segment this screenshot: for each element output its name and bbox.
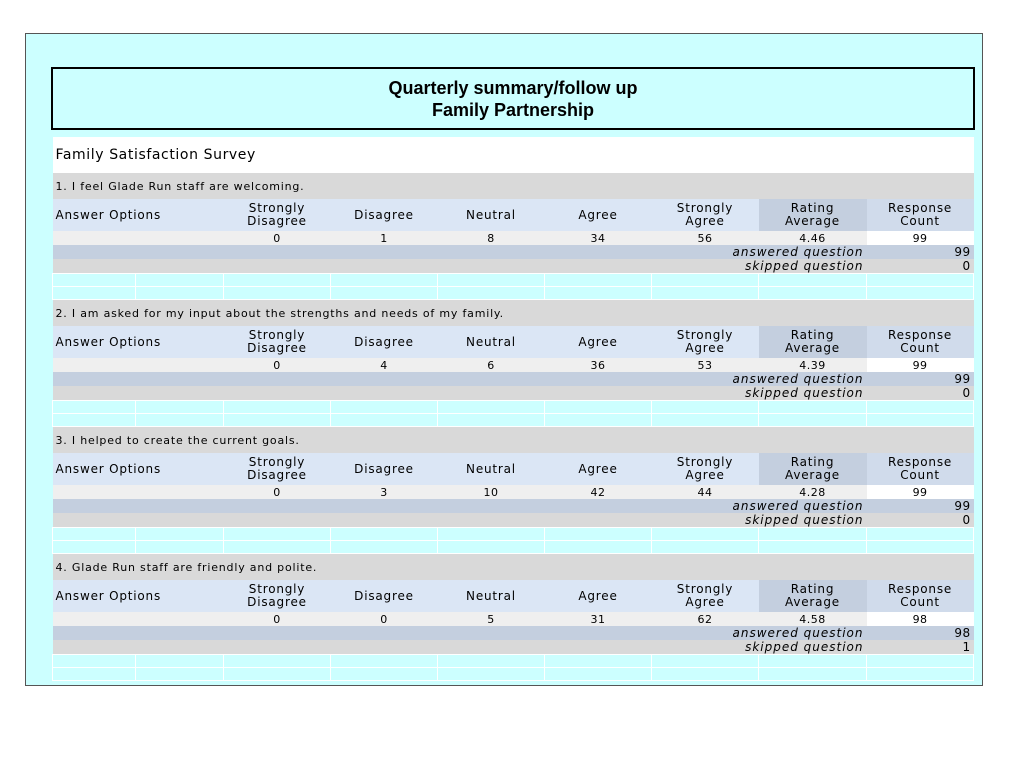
value-strongly-disagree: 0 xyxy=(224,612,331,626)
blank-cell xyxy=(438,668,545,681)
blank-cell xyxy=(331,274,438,287)
header-rating-average xyxy=(759,199,867,231)
value-strongly-disagree: 0 xyxy=(224,231,331,245)
value-agree: 42 xyxy=(545,485,652,499)
blank-cell xyxy=(652,541,759,554)
skipped-count: 0 xyxy=(867,259,974,274)
header-neutral: Neutral xyxy=(438,199,545,231)
blank-cell xyxy=(867,668,974,681)
question-text: 2. I am asked for my input about the strengths and needs of my family. xyxy=(53,300,974,327)
header-text: Disagree xyxy=(247,468,307,482)
answered-row xyxy=(53,626,974,640)
header-agree: Agree xyxy=(545,453,652,485)
blank-cell xyxy=(545,655,652,668)
header-text: Agree xyxy=(685,468,725,482)
header-text: Strongly xyxy=(248,455,306,469)
skipped-row xyxy=(53,386,974,401)
blank-row xyxy=(53,668,974,681)
answered-label: answered question xyxy=(53,626,867,640)
blank-cell xyxy=(652,668,759,681)
blank-cell xyxy=(438,401,545,414)
answered-row xyxy=(53,499,974,513)
value-disagree: 4 xyxy=(331,358,438,372)
blank-cell xyxy=(759,401,867,414)
answered-label: answered question xyxy=(53,499,867,513)
blank-cell xyxy=(438,414,545,427)
header-row xyxy=(53,326,974,358)
blank-cell xyxy=(53,655,136,668)
blank-cell xyxy=(136,655,224,668)
value-rating-average: 4.39 xyxy=(759,358,867,372)
blank-row xyxy=(53,528,974,541)
blank-cell xyxy=(224,401,331,414)
header-rating-average xyxy=(759,580,867,612)
header-text: Strongly xyxy=(676,455,734,469)
question-row xyxy=(53,554,974,581)
answered-count: 99 xyxy=(867,499,974,513)
value-neutral: 10 xyxy=(438,485,545,499)
values-row xyxy=(53,231,974,245)
header-text: Agree xyxy=(685,595,725,609)
blank-cell xyxy=(53,528,136,541)
header-answer-options: Answer Options xyxy=(53,199,224,231)
blank-cell xyxy=(545,541,652,554)
header-rating-average xyxy=(759,326,867,358)
blank-cell xyxy=(759,541,867,554)
blank-cell xyxy=(545,668,652,681)
skipped-label: skipped question xyxy=(53,259,867,274)
header-row xyxy=(53,453,974,485)
header-response-count xyxy=(867,453,974,485)
value-agree: 31 xyxy=(545,612,652,626)
blank-cell xyxy=(545,414,652,427)
skipped-count: 0 xyxy=(867,386,974,401)
blank-row xyxy=(53,541,974,554)
header-agree: Agree xyxy=(545,580,652,612)
value-disagree: 1 xyxy=(331,231,438,245)
header-text: Agree xyxy=(685,341,725,355)
skipped-count: 0 xyxy=(867,513,974,528)
question-row xyxy=(53,300,974,327)
header-text: Response xyxy=(888,201,953,215)
value-strongly-disagree: 0 xyxy=(224,485,331,499)
header-text: Rating xyxy=(790,455,835,469)
value-agree: 34 xyxy=(545,231,652,245)
blank-cell xyxy=(331,401,438,414)
blank-cell xyxy=(867,414,974,427)
blank-cell xyxy=(136,541,224,554)
answered-label: answered question xyxy=(53,245,867,259)
skipped-row xyxy=(53,259,974,274)
header-strongly-agree xyxy=(652,453,759,485)
header-disagree: Disagree xyxy=(331,199,438,231)
header-text: Rating xyxy=(790,201,835,215)
header-text: Count xyxy=(900,468,940,482)
header-text: Count xyxy=(900,595,940,609)
survey-title-row xyxy=(53,137,974,173)
header-text: Strongly xyxy=(248,582,306,596)
blank-cell xyxy=(136,414,224,427)
header-response-count xyxy=(867,326,974,358)
answer-option-label xyxy=(53,612,224,626)
value-agree: 36 xyxy=(545,358,652,372)
header-response-count xyxy=(867,580,974,612)
blank-cell xyxy=(867,287,974,300)
header-text: Count xyxy=(900,214,940,228)
value-response-count: 98 xyxy=(867,612,974,626)
blank-cell xyxy=(331,414,438,427)
question-text: 4. Glade Run staff are friendly and polite. xyxy=(53,554,974,581)
header-text: Count xyxy=(900,341,940,355)
value-disagree: 0 xyxy=(331,612,438,626)
header-row xyxy=(53,580,974,612)
value-disagree: 3 xyxy=(331,485,438,499)
blank-cell xyxy=(867,528,974,541)
answered-count: 99 xyxy=(867,245,974,259)
blank-cell xyxy=(545,401,652,414)
blank-cell xyxy=(759,668,867,681)
header-text: Strongly xyxy=(676,582,734,596)
blank-cell xyxy=(867,274,974,287)
blank-cell xyxy=(545,287,652,300)
header-neutral: Neutral xyxy=(438,453,545,485)
header-text: Response xyxy=(888,455,953,469)
value-strongly-agree: 53 xyxy=(652,358,759,372)
value-neutral: 8 xyxy=(438,231,545,245)
question-row xyxy=(53,173,974,199)
blank-cell xyxy=(224,541,331,554)
blank-cell xyxy=(652,414,759,427)
skipped-label: skipped question xyxy=(53,513,867,528)
blank-cell xyxy=(438,528,545,541)
value-rating-average: 4.46 xyxy=(759,231,867,245)
header-text: Strongly xyxy=(248,201,306,215)
answered-count: 99 xyxy=(867,372,974,386)
answered-count: 98 xyxy=(867,626,974,640)
answered-row xyxy=(53,245,974,259)
header-strongly-disagree xyxy=(224,199,331,231)
title-line-1: Quarterly summary/follow up xyxy=(388,78,638,98)
header-text: Average xyxy=(785,468,840,482)
header-disagree: Disagree xyxy=(331,326,438,358)
question-row xyxy=(53,427,974,454)
value-response-count: 99 xyxy=(867,485,974,499)
blank-cell xyxy=(224,528,331,541)
header-response-count xyxy=(867,199,974,231)
blank-cell xyxy=(652,401,759,414)
answered-row xyxy=(53,372,974,386)
header-text: Response xyxy=(888,328,953,342)
blank-cell xyxy=(759,655,867,668)
blank-cell xyxy=(652,528,759,541)
header-text: Disagree xyxy=(247,341,307,355)
blank-cell xyxy=(224,668,331,681)
blank-cell xyxy=(652,655,759,668)
answered-label: answered question xyxy=(53,372,867,386)
header-row xyxy=(53,199,974,231)
header-answer-options: Answer Options xyxy=(53,453,224,485)
value-strongly-agree: 44 xyxy=(652,485,759,499)
blank-row xyxy=(53,655,974,668)
blank-cell xyxy=(53,287,136,300)
title-line-2: Family Partnership xyxy=(431,100,595,120)
header-text: Average xyxy=(785,595,840,609)
header-text: Average xyxy=(785,341,840,355)
blank-cell xyxy=(224,655,331,668)
header-answer-options: Answer Options xyxy=(53,580,224,612)
header-strongly-agree xyxy=(652,199,759,231)
blank-cell xyxy=(867,541,974,554)
blank-row xyxy=(53,401,974,414)
question-text: 1. I feel Glade Run staff are welcoming. xyxy=(53,173,974,199)
blank-cell xyxy=(136,274,224,287)
blank-row xyxy=(53,274,974,287)
header-text: Disagree xyxy=(247,595,307,609)
survey-sheet xyxy=(52,137,973,681)
header-text: Strongly xyxy=(676,201,734,215)
blank-cell xyxy=(438,655,545,668)
blank-cell xyxy=(867,401,974,414)
value-strongly-agree: 56 xyxy=(652,231,759,245)
header-text: Agree xyxy=(685,214,725,228)
skipped-count: 1 xyxy=(867,640,974,655)
skipped-label: skipped question xyxy=(53,386,867,401)
blank-cell xyxy=(759,528,867,541)
blank-row xyxy=(53,287,974,300)
survey-table xyxy=(52,137,974,681)
blank-cell xyxy=(224,274,331,287)
blank-cell xyxy=(224,414,331,427)
blank-cell xyxy=(759,287,867,300)
title-box xyxy=(51,67,975,130)
blank-cell xyxy=(438,541,545,554)
blank-cell xyxy=(545,528,652,541)
header-neutral: Neutral xyxy=(438,580,545,612)
header-text: Response xyxy=(888,582,953,596)
blank-cell xyxy=(136,528,224,541)
answer-option-label xyxy=(53,231,224,245)
blank-cell xyxy=(53,401,136,414)
header-strongly-agree xyxy=(652,580,759,612)
blank-cell xyxy=(136,287,224,300)
header-text: Average xyxy=(785,214,840,228)
value-response-count: 99 xyxy=(867,231,974,245)
value-rating-average: 4.58 xyxy=(759,612,867,626)
skipped-label: skipped question xyxy=(53,640,867,655)
blank-cell xyxy=(331,541,438,554)
header-text: Rating xyxy=(790,328,835,342)
value-strongly-disagree: 0 xyxy=(224,358,331,372)
blank-cell xyxy=(53,274,136,287)
skipped-row xyxy=(53,640,974,655)
header-strongly-disagree xyxy=(224,580,331,612)
header-agree: Agree xyxy=(545,199,652,231)
header-answer-options: Answer Options xyxy=(53,326,224,358)
blank-cell xyxy=(545,274,652,287)
header-agree: Agree xyxy=(545,326,652,358)
answer-option-label xyxy=(53,485,224,499)
blank-cell xyxy=(759,414,867,427)
values-row xyxy=(53,612,974,626)
blank-cell xyxy=(53,668,136,681)
value-response-count: 99 xyxy=(867,358,974,372)
header-disagree: Disagree xyxy=(331,580,438,612)
header-strongly-disagree xyxy=(224,326,331,358)
blank-cell xyxy=(136,401,224,414)
header-strongly-agree xyxy=(652,326,759,358)
header-text: Rating xyxy=(790,582,835,596)
blank-cell xyxy=(652,274,759,287)
blank-cell xyxy=(224,287,331,300)
header-text: Strongly xyxy=(676,328,734,342)
blank-cell xyxy=(53,414,136,427)
values-row xyxy=(53,485,974,499)
value-neutral: 5 xyxy=(438,612,545,626)
value-strongly-agree: 62 xyxy=(652,612,759,626)
header-strongly-disagree xyxy=(224,453,331,485)
blank-cell xyxy=(438,274,545,287)
blank-cell xyxy=(652,287,759,300)
blank-cell xyxy=(438,287,545,300)
header-text: Disagree xyxy=(247,214,307,228)
value-neutral: 6 xyxy=(438,358,545,372)
blank-cell xyxy=(759,274,867,287)
skipped-row xyxy=(53,513,974,528)
blank-cell xyxy=(867,655,974,668)
values-row xyxy=(53,358,974,372)
header-text: Strongly xyxy=(248,328,306,342)
blank-cell xyxy=(331,287,438,300)
answer-option-label xyxy=(53,358,224,372)
blank-cell xyxy=(53,541,136,554)
blank-cell xyxy=(136,668,224,681)
blank-cell xyxy=(331,655,438,668)
survey-title: Family Satisfaction Survey xyxy=(53,137,974,173)
header-disagree: Disagree xyxy=(331,453,438,485)
blank-cell xyxy=(331,528,438,541)
value-rating-average: 4.28 xyxy=(759,485,867,499)
blank-row xyxy=(53,414,974,427)
header-neutral: Neutral xyxy=(438,326,545,358)
blank-cell xyxy=(331,668,438,681)
question-text: 3. I helped to create the current goals. xyxy=(53,427,974,454)
header-rating-average xyxy=(759,453,867,485)
